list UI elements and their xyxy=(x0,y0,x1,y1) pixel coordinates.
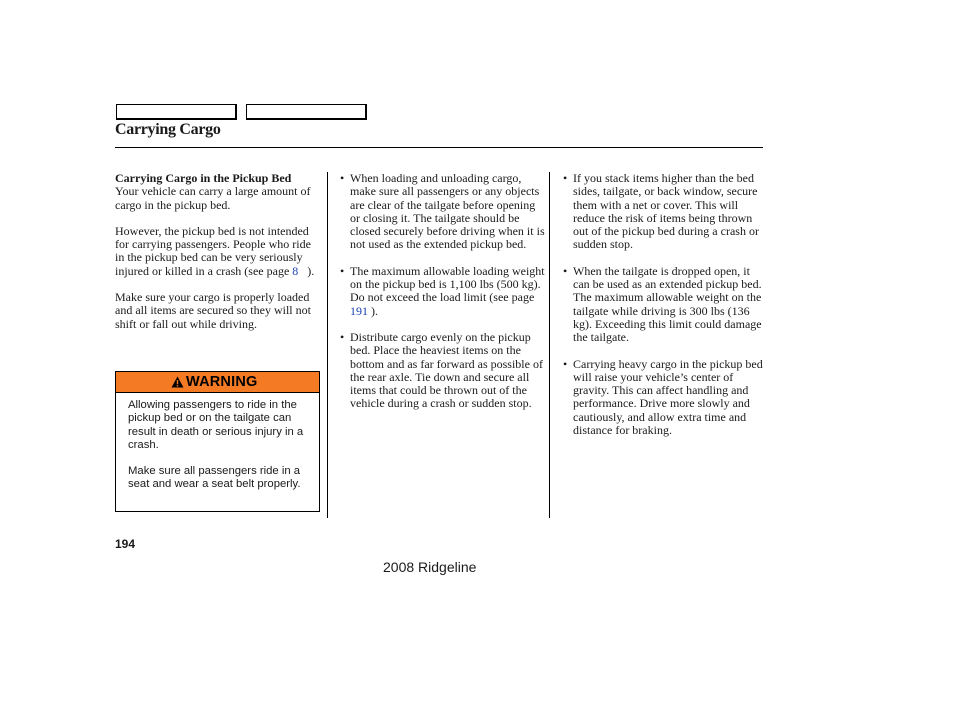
bullet-item xyxy=(340,331,545,411)
column-3 xyxy=(563,172,768,450)
column-2 xyxy=(340,172,545,424)
column-1 xyxy=(115,172,320,344)
subheading: Carrying Cargo in the Pickup Bed xyxy=(115,171,292,185)
warning-text-1: Allowing passengers to ride in the pickup bed or on the tailgate can result in death or serious injury in a crash. xyxy=(128,399,304,452)
bullet-dot: • xyxy=(340,171,345,185)
bullet-text: When the tailgate is dropped open, it can be used as an extended pickup bed. The maximum allowable weight on the tailgate while driving is 300 lbs (136 kg). Exceeding this limit could damage the tailgate. xyxy=(573,263,762,345)
bullet-dot: • xyxy=(563,356,568,371)
paragraph-no-passengers xyxy=(115,225,320,278)
paragraph-end: ). xyxy=(307,263,315,278)
page-link-191[interactable]: 191 xyxy=(350,303,368,318)
warning-triangle-icon xyxy=(171,376,184,388)
column-divider-1 xyxy=(327,172,328,518)
warning-header xyxy=(116,372,319,393)
bullet-item xyxy=(563,172,768,252)
warning-text-2: Make sure all passengers ride in a seat and wear a seat belt properly. xyxy=(128,464,301,491)
paragraph-secure-cargo: Make sure your cargo is properly loaded and all items are secured so they will not shift or fall out while driving. xyxy=(115,290,311,331)
bullet-item xyxy=(340,172,545,252)
page-link-8[interactable]: 8 xyxy=(292,263,299,278)
paragraph-cargo-capacity: Your vehicle can carry a large amount of cargo in the pickup bed. xyxy=(115,184,311,212)
bullet-text: If you stack items higher than the bed sides, tailgate, or back window, secure them with a net or cover. This will reduce the risk of items being thrown out of the pickup bed during a crash or sudden stop. xyxy=(573,171,759,252)
bullet-item xyxy=(340,265,545,318)
bullet-text: The maximum allowable loading weight on the pickup bed is 1,100 lbs (500 kg). Do not exceed the load limit (see page xyxy=(350,263,545,305)
bullet-text: Carrying heavy cargo in the pickup bed will raise your vehicle’s center of gravity. This can affect handling and performance. Drive more slowly and cautiously, and allow extra time and distance for braking. xyxy=(573,356,763,438)
bullet-item xyxy=(563,265,768,345)
nav-tab-box-1[interactable] xyxy=(116,104,237,120)
bullet-item xyxy=(563,358,768,438)
nav-tab-box-2[interactable] xyxy=(246,104,367,120)
bullet-dot: • xyxy=(340,263,345,278)
warning-box xyxy=(115,371,320,512)
paragraph-text: However, the pickup bed is not intended for carrying passengers. People who ride in the pickup bed can be very seriously injured or killed in a crash (see page xyxy=(115,223,311,278)
warning-body xyxy=(116,393,319,491)
bullet-end: ). xyxy=(371,303,378,318)
title-rule xyxy=(115,147,763,148)
section-title: Carrying Cargo xyxy=(115,121,221,138)
bullet-dot: • xyxy=(340,329,345,344)
warning-label: WARNING xyxy=(186,374,258,390)
column-divider-2 xyxy=(549,172,550,518)
bullet-dot: • xyxy=(563,263,568,278)
bullet-dot: • xyxy=(563,171,568,185)
bullet-text: When loading and unloading cargo, make sure all passengers or any objects are clear of the tailgate before opening or closing it. The tailgate should be closed securely before driving when it is not used as the extended pickup bed. xyxy=(350,171,545,252)
footer-title: 2008 Ridgeline xyxy=(383,559,477,575)
page-number: 194 xyxy=(115,537,136,551)
bullet-text: Distribute cargo evenly on the pickup bed. Place the heaviest items on the bottom and as far forward as possible of the rear axle. Tie down and secure all items that could be thrown out of the vehicle during a crash or sudden stop. xyxy=(350,329,543,411)
